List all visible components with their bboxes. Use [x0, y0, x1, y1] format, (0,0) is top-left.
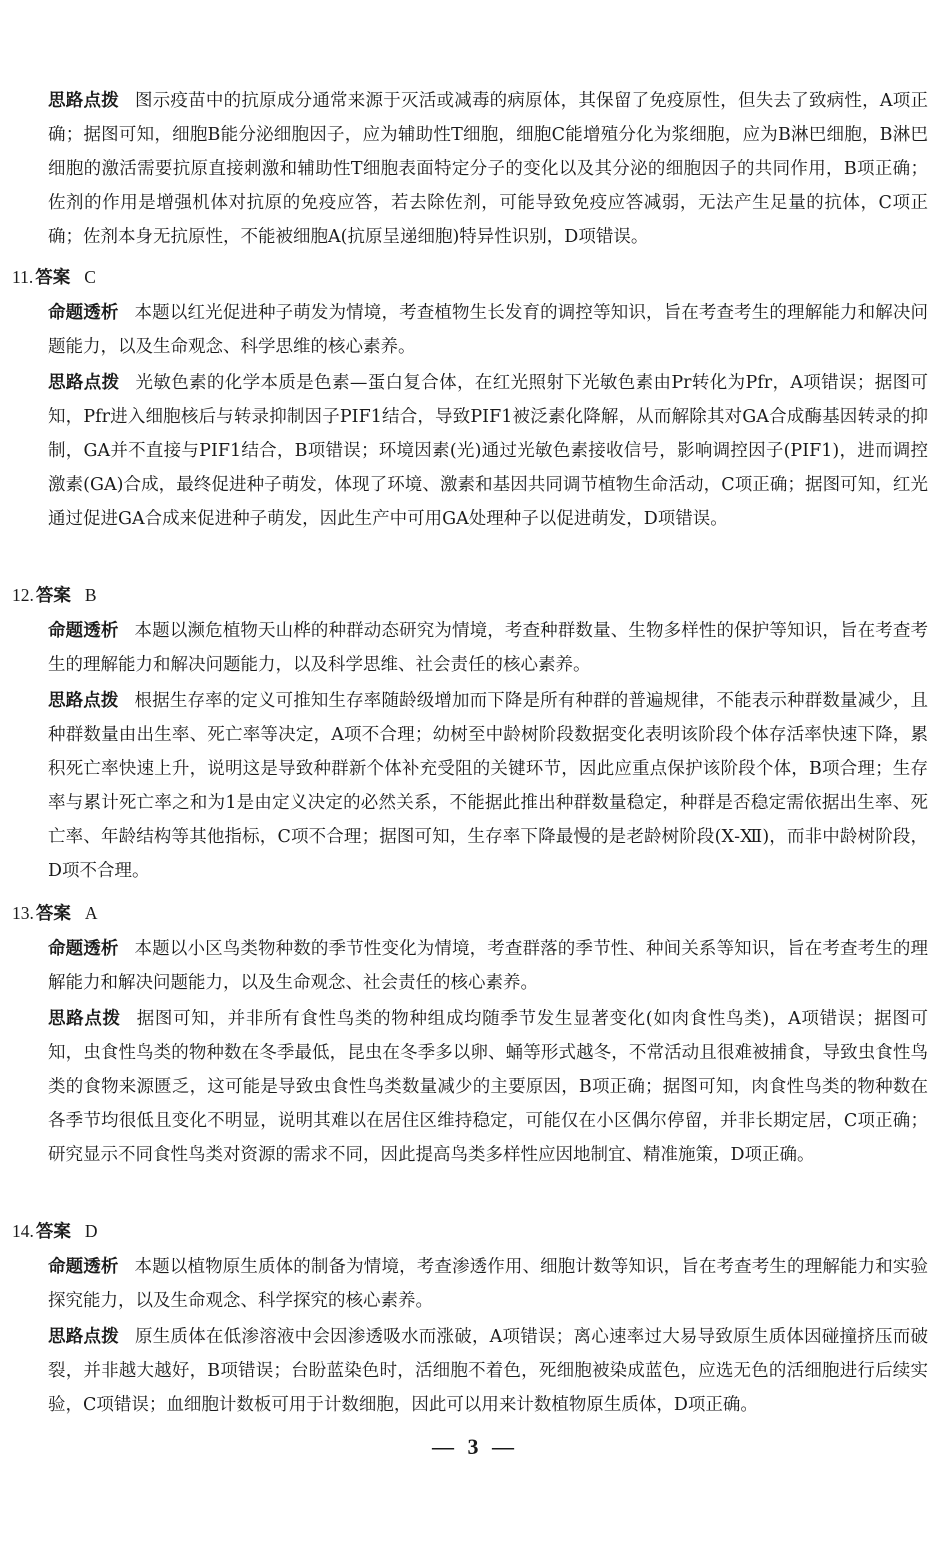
answer-label: 答案: [35, 268, 71, 288]
analysis-block: [48, 1250, 928, 1318]
analysis-text: 本题以植物原生质体的制备为情境，考查渗透作用、细胞计数等知识，旨在考查考生的理解能力和实验探究能力，以及生命观念、科学探究的核心素养。: [48, 1257, 929, 1311]
analysis-label: 命题透析: [48, 939, 119, 959]
idea-block: [48, 366, 928, 536]
answer-value: C: [84, 267, 96, 287]
answer-label: 答案: [35, 1222, 71, 1242]
analysis-label: 命题透析: [48, 1257, 119, 1277]
answer-line: [12, 578, 412, 613]
idea-label: 思路点拨: [48, 1009, 121, 1029]
analysis-block: [48, 614, 928, 682]
idea-text: 光敏色素的化学本质是色素—蛋白复合体，在红光照射下光敏色素由Pr转化为Pfr，A项错误；据图可知，Pfr进入细胞核后与转录抑制因子PIF1结合，导致PIF1被泛素化降解，从而解除其对GA合成酶基因转录的抑制，GA并不直接与PIF1结合，B项错误；环境因素(光)通过光敏色素接收信号，影响调控因子(PIF1)，进而调控激素(GA)合成，最终促进种子萌发，体现了环境、激素和基因共同调节植物生命活动，C项正确；据图可知，红光通过促进GA合成来促进种子萌发，因此生产中可用GA处理种子以促进萌发，D项错误。: [48, 373, 929, 529]
intro-idea-block: [48, 84, 928, 254]
answer-value: A: [84, 903, 98, 923]
answer-line: [12, 1214, 412, 1249]
idea-label: 思路点拨: [48, 691, 119, 711]
idea-label: 思路点拨: [48, 1327, 119, 1347]
question-number: 11.: [12, 267, 34, 287]
analysis-text: 本题以濒危植物天山桦的种群动态研究为情境，考查种群数量、生物多样性的保护等知识，旨在考查考生的理解能力和解决问题能力，以及科学思维、社会责任的核心素养。: [48, 621, 929, 675]
answer-line: [12, 896, 412, 931]
question-number: 13.: [12, 903, 34, 923]
idea-block: [48, 1320, 928, 1422]
analysis-block: [48, 932, 928, 1000]
idea-label: 思路点拨: [48, 91, 119, 111]
question-number: 12.: [12, 585, 34, 605]
idea-text: 根据生存率的定义可推知生存率随龄级增加而下降是所有种群的普遍规律，不能表示种群数量减少，且种群数量由出生率、死亡率等决定，A项不合理；幼树至中龄树阶段数据变化表明该阶段个体存活率快速下降，累积死亡率快速上升，说明这是导致种群新个体补充受阻的关键环节，因此应重点保护该阶段个体，B项合理；生存率与累计死亡率之和为1是由定义决定的必然关系，不能据此推出种群数量稳定，种群是否稳定需依据出生率、死亡率、年龄结构等其他指标，C项不合理；据图可知，生存率下降最慢的是老龄树阶段(Ⅹ-Ⅻ)，而非中龄树阶段，D项不合理。: [48, 691, 929, 881]
idea-text: 图示疫苗中的抗原成分通常来源于灭活或减毒的病原体，其保留了免疫原性，但失去了致病性，A项正确；据图可知，细胞B能分泌细胞因子，应为辅助性T细胞，细胞C能增殖分化为浆细胞，应为B淋巴细胞，B淋巴细胞的激活需要抗原直接刺激和辅助性T细胞表面特定分子的变化以及其分泌的细胞因子的共同作用，B项正确；佐剂的作用是增强机体对抗原的免疫应答，若去除佐剂，可能导致免疫应答减弱，无法产生足量的抗体，C项正确；佐剂本身无抗原性，不能被细胞A(抗原呈递细胞)特异性识别，D项错误。: [48, 91, 929, 247]
idea-block: [48, 1002, 928, 1172]
analysis-text: 本题以小区鸟类物种数的季节性变化为情境，考查群落的季节性、种间关系等知识，旨在考查考生的理解能力和解决问题能力，以及生命观念、社会责任的核心素养。: [48, 939, 929, 993]
analysis-block: [48, 296, 928, 364]
idea-text: 原生质体在低渗溶液中会因渗透吸水而涨破，A项错误；离心速率过大易导致原生质体因碰撞挤压而破裂，并非越大越好，B项错误；台盼蓝染色时，活细胞不着色，死细胞被染成蓝色，应选无色的活细胞进行后续实验，C项错误；血细胞计数板可用于计数细胞，因此可以用来计数植物原生质体，D项正确。: [48, 1327, 929, 1415]
idea-text: 据图可知，并非所有食性鸟类的物种组成均随季节发生显著变化(如肉食性鸟类)，A项错误；据图可知，虫食性鸟类的物种数在冬季最低，昆虫在冬季多以卵、蛹等形式越冬，不常活动且很难被捕食，导致虫食性鸟类的食物来源匮乏，这可能是导致虫食性鸟类数量减少的主要原因，B项正确；据图可知，肉食性鸟类的物种数在各季节均很低且变化不明显，说明其难以在居住区维持稳定，可能仅在小区偶尔停留，并非长期定居，C项正确；研究显示不同食性鸟类对资源的需求不同，因此提高鸟类多样性应因地制宜、精准施策，D项正确。: [48, 1009, 929, 1165]
answer-label: 答案: [35, 904, 71, 924]
analysis-label: 命题透析: [48, 303, 119, 323]
analysis-label: 命题透析: [48, 621, 119, 641]
page-number: — 3 —: [432, 1434, 518, 1459]
idea-block: [48, 684, 928, 888]
answer-label: 答案: [35, 586, 71, 606]
idea-label: 思路点拨: [48, 373, 120, 393]
question-number: 14.: [12, 1221, 34, 1241]
answer-value: B: [84, 585, 97, 605]
answer-value: D: [84, 1221, 98, 1241]
analysis-text: 本题以红光促进种子萌发为情境，考查植物生长发育的调控等知识，旨在考查考生的理解能力和解决问题能力，以及生命观念、科学思维的核心素养。: [48, 303, 929, 357]
answer-line: [12, 260, 412, 295]
